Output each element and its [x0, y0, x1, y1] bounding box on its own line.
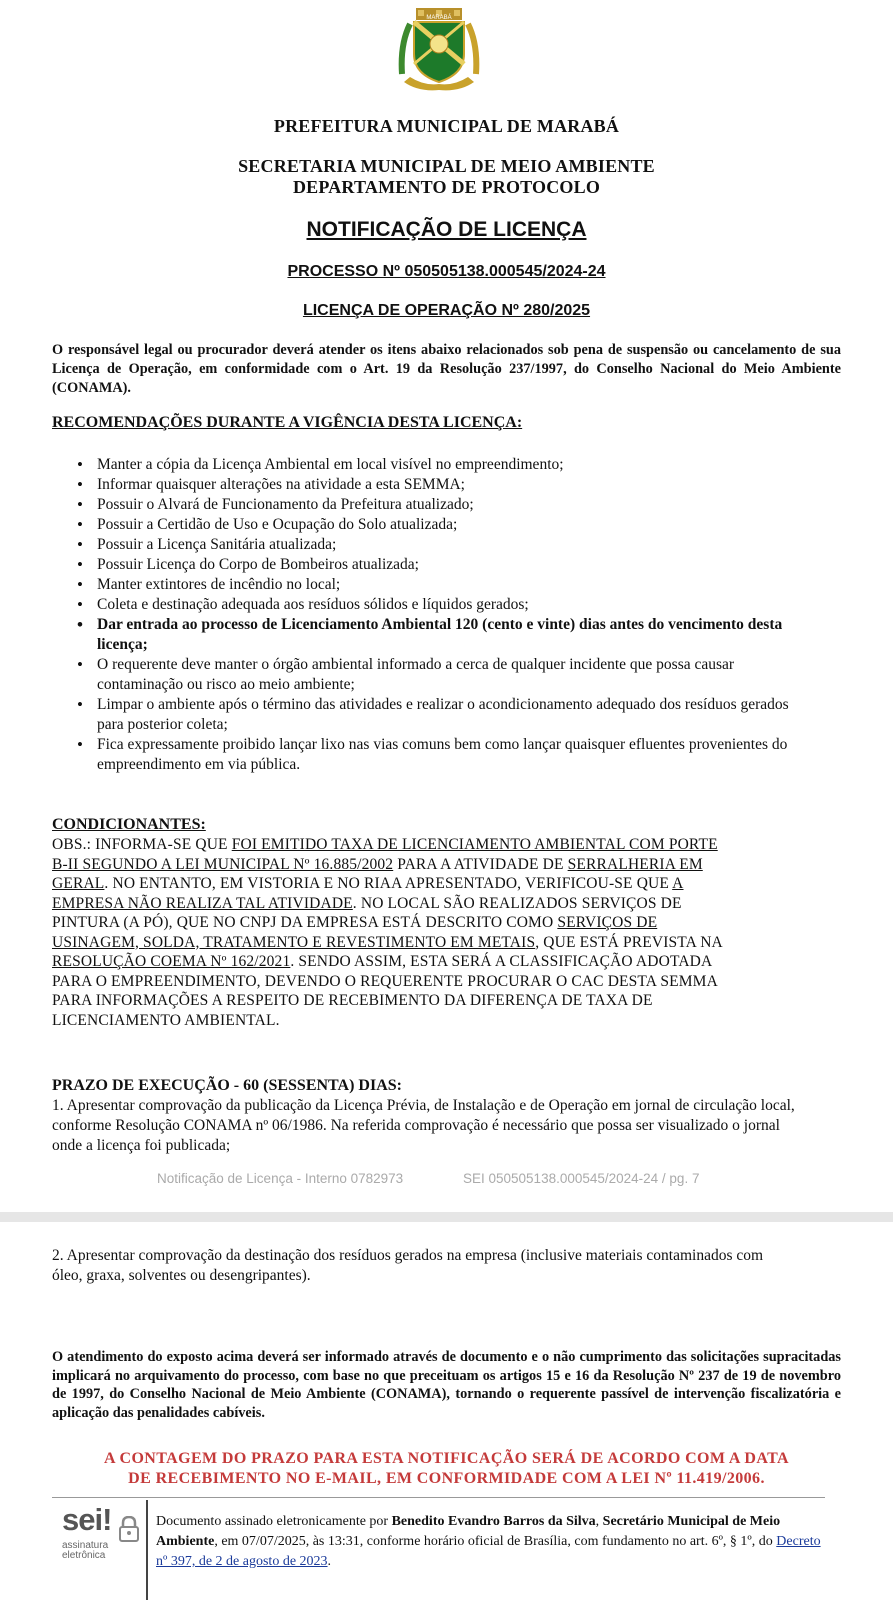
recommendation-item: • Coleta e destinação adequada aos resíduos sólidos e líquidos gerados; — [52, 595, 812, 615]
logo-text: MARABÁ — [426, 15, 452, 21]
warning-line-2: DE RECEBIMENTO NO E-MAIL, EM CONFORMIDADE COM A LEI Nº 11.419/2006. — [128, 1470, 765, 1487]
signature-text-c: , em 07/07/2025, às 13:31, conforme horário oficial de Brasília, com fundamento no art. 6º, § 1º, do — [214, 1534, 777, 1549]
condicionantes-segment: A — [672, 875, 684, 892]
condicionantes-segment: . NO ENTANTO, EM VISTORIA E NO RIAA APRESENTADO, VERIFICOU-SE QUE — [104, 875, 673, 892]
logo-separator — [146, 1500, 148, 1600]
condicionantes-segment: USINAGEM, SOLDA, TRATAMENTO E REVESTIMENTO EM METAIS — [52, 933, 536, 951]
recommendation-item: • Possuir Licença do Corpo de Bombeiros atualizada; — [52, 555, 812, 575]
recommendation-item: • Informar quaisquer alterações na atividade a esta SEMMA; — [52, 475, 812, 495]
recommendation-item: • Possuir a Certidão de Uso e Ocupação do Solo atualizada; — [52, 515, 812, 535]
condicionantes-segment: GERAL — [52, 875, 105, 892]
header-departamento: DEPARTAMENTO DE PROTOCOLO — [292, 177, 601, 197]
sei-logo-text: sei! — [62, 1502, 112, 1537]
footer-left: Notificação de Licença - Interno 0782973 — [157, 1171, 404, 1186]
condicionantes-segment: SERVIÇOS DE — [557, 914, 658, 931]
condicionantes-segment: PARA O EMPREENDIMENTO, DEVENDO O REQUERENTE PROCURAR O CAC DESTA SEMMA — [52, 972, 718, 990]
condicionantes-line — [52, 972, 832, 992]
header-prefeitura: PREFEITURA MUNICIPAL DE MARABÁ — [273, 116, 620, 136]
recommendation-item: • Possuir o Alvará de Funcionamento da Prefeitura atualizado; — [52, 495, 812, 515]
signature-text-b: , — [595, 1514, 603, 1529]
header-secretaria: SECRETARIA MUNICIPAL DE MEIO AMBIENTE — [238, 156, 655, 176]
document-page-2 — [0, 1222, 893, 1600]
closing-paragraph: O atendimento do exposto acima deverá ser informado através de documento e o não cumprimento das solicitações supracitadas implicará no arquivamento do processo, com base no que preceituam os artigos 15 e 16 da Resolução Nº 237 de 19 de novembro de 1997, do Conselho Nacional de Meio Ambiente (CONAMA), tornando o requerente passível de intervenção fiscalizatória e aplicação das penalidades cabíveis. — [52, 1349, 841, 1421]
condicionantes-segment: . SENDO ASSIM, ESTA SERÁ A CLASSIFICAÇÃO ADOTADA — [290, 953, 713, 970]
sei-logo-sub1: assinatura — [62, 1540, 109, 1551]
condicionantes-segment: RESOLUÇÃO COEMA Nº 162/2021 — [52, 953, 291, 970]
document-title: NOTIFICAÇÃO DE LICENÇA — [306, 218, 587, 241]
condicionantes-segment: . NO LOCAL SÃO REALIZADOS SERVIÇOS DE — [352, 894, 682, 912]
condicionantes-segment: PARA INFORMAÇÕES A RESPEITO DE RECEBIMENTO DA DIFERENÇA DE TAXA DE — [52, 992, 653, 1009]
sei-logo-sub2: eletrônica — [62, 1550, 106, 1561]
recommendations-heading: RECOMENDAÇÕES DURANTE A VIGÊNCIA DESTA LICENÇA: — [52, 414, 523, 431]
condicionantes-line — [52, 835, 832, 855]
condicionantes-segment: OBS.: INFORMA-SE QUE — [52, 836, 232, 853]
condicionantes-obs — [52, 835, 832, 1030]
lock-icon — [118, 1516, 140, 1547]
condicionantes-line — [52, 913, 832, 933]
condicionantes-segment: LICENCIAMENTO AMBIENTAL. — [52, 1011, 280, 1029]
recommendation-item: • Fica expressamente proibido lançar lixo nas vias comuns bem como lançar quaisquer efluentes provenientes do empreendimento em via pública. — [52, 735, 812, 775]
condicionantes-segment: SERRALHERIA EM — [567, 855, 703, 873]
signer-name: Benedito Evandro Barros da Silva — [391, 1514, 596, 1529]
recommendation-item: • Dar entrada ao processo de Licenciamento Ambiental 120 (cento e vinte) dias antes do vencimento desta licença; — [52, 615, 812, 655]
recommendations-list — [52, 455, 812, 775]
condicionantes-segment: EMPRESA NÃO REALIZA TAL ATIVIDADE — [52, 894, 353, 912]
condicionantes-heading: CONDICIONANTES: — [52, 816, 206, 833]
prazo-heading: PRAZO DE EXECUÇÃO - 60 (SESSENTA) DIAS: — [52, 1077, 402, 1094]
signer-role: Secretário Municipal de Meio Ambiente — [156, 1514, 781, 1549]
recommendation-item: • Possuir a Licença Sanitária atualizada; — [52, 535, 812, 555]
recommendation-item: • Manter extintores de incêndio no local; — [52, 575, 812, 595]
condicionantes-line — [52, 952, 832, 972]
licenca-number: LICENÇA DE OPERAÇÃO Nº 280/2025 — [302, 302, 591, 319]
recommendation-item: • Limpar o ambiente após o término das atividades e realizar o acondicionamento adequado dos resíduos gerados para posterior coleta; — [52, 695, 812, 735]
condicionantes-segment: , QUE ESTÁ PREVISTA NA — [535, 933, 723, 951]
signature-block — [156, 1512, 821, 1572]
condicionantes-segment: FOI EMITIDO TAXA DE LICENCIAMENTO AMBIENTAL COM PORTE — [231, 836, 718, 853]
condicionantes-line — [52, 933, 832, 953]
condicionantes-line — [52, 991, 832, 1011]
intro-paragraph: O responsável legal ou procurador deverá atender os itens abaixo relacionados sob pena de suspensão ou cancelamento de sua Licença de Operação, em conformidade com o Art. 19 da Resolução 237/1997, do Conselho Nacional do Meio Ambiente (CONAMA). — [52, 342, 841, 396]
condicionantes-segment: B-II SEGUNDO A LEI MUNICIPAL Nº 16.885/2002 — [52, 855, 394, 873]
condicionantes-line — [52, 894, 832, 914]
condicionantes-segment: PARA A ATIVIDADE DE — [393, 855, 568, 873]
decree-link[interactable]: Decreto nº 397, de 2 de agosto de 2023 — [156, 1534, 821, 1569]
recommendation-item: • O requerente deve manter o órgão ambiental informado a cerca de qualquer incidente que possa causar contaminação ou risco ao meio ambiente; — [52, 655, 812, 695]
warning-line-1: A CONTAGEM DO PRAZO PARA ESTA NOTIFICAÇÃO SERÁ DE ACORDO COM A DATA — [104, 1450, 789, 1467]
condicionantes-line — [52, 855, 832, 875]
processo-number: PROCESSO Nº 050505138.000545/2024-24 — [287, 263, 606, 280]
footer-right: SEI 050505138.000545/2024-24 / pg. 7 — [463, 1171, 700, 1186]
condicionantes-line — [52, 874, 832, 894]
signature-text-d: . — [327, 1554, 332, 1569]
prazo-item-1: 1. Apresentar comprovação da publicação da Licença Prévia, de Instalação e de Operação em jornal de circulação local, conforme Resolução CONAMA nº 06/1986. Na referida comprovação é necessário que possa ser visualizado o jornal onde a licença foi publicada; — [52, 1097, 795, 1154]
recommendation-item: • Manter a cópia da Licença Ambiental em local visível no empreendimento; — [52, 455, 812, 475]
condicionantes-segment: PINTURA (A PÓ), QUE NO CNPJ DA EMPRESA ESTÁ DESCRITO COMO — [52, 914, 558, 931]
sei-signature-logo — [52, 1500, 146, 1600]
coat-of-arms-logo — [398, 4, 480, 96]
signature-divider — [52, 1497, 825, 1498]
condicionantes-line — [52, 1011, 832, 1031]
signature-text-a: Documento assinado eletronicamente por — [156, 1514, 392, 1529]
prazo-item-2: 2. Apresentar comprovação da destinação dos resíduos gerados na empresa (inclusive materiais contaminados com óleo, graxa, solventes ou desengripantes). — [52, 1247, 764, 1284]
